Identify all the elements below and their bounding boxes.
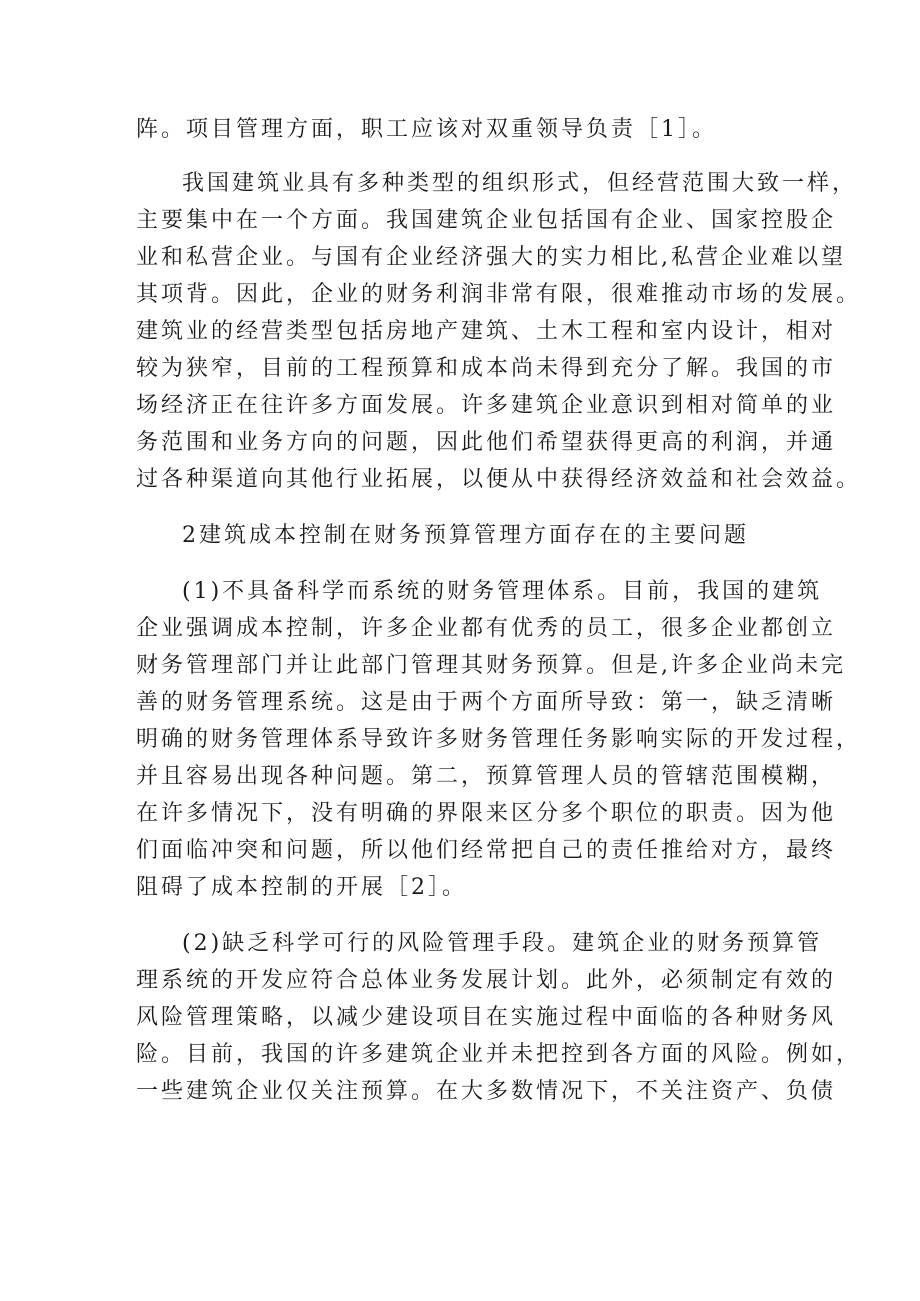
paragraph-problem-1-line: 在许多情况下，没有明确的界限来区分多个职位的职责。因为他 <box>136 801 837 826</box>
paragraph-problem-1-line: 企业强调成本控制，许多企业都有优秀的员工，很多企业都创立 <box>136 616 837 641</box>
paragraph-overview-line: 我国建筑业具有多种类型的组织形式，但经营范围大致一样， <box>182 171 858 196</box>
paragraph-problem-1-line: 善的财务管理系统。这是由于两个方面所导致：第一，缺乏清晰 <box>136 690 837 715</box>
paragraph-overview-line: 主要集中在一个方面。我国建筑企业包括国有企业、国家控股企 <box>136 208 837 233</box>
paragraph-overview-line: 过各种渠道向其他行业拓展，以便从中获得经济效益和社会效益。 <box>136 467 862 492</box>
paragraph-problem-2-line: 理系统的开发应符合总体业务发展计划。此外，必须制定有效的 <box>136 968 837 993</box>
paragraph-problem-1-line: 并且容易出现各种问题。第二，预算管理人员的管辖范围模糊， <box>136 764 837 789</box>
paragraph-overview-line: 建筑业的经营类型包括房地产建筑、土木工程和室内设计，相对 <box>136 319 837 344</box>
paragraph-problem-1-line: 们面临冲突和问题，所以他们经常把自己的责任推给对方，最终 <box>136 838 837 863</box>
paragraph-overview-line: 务范围和业务方向的问题，因此他们希望获得更高的利润，并通 <box>136 430 837 455</box>
paragraph-problem-2-line: 风险管理策略，以减少建设项目在实施过程中面临的各种财务风 <box>136 1005 837 1030</box>
paragraph-problem-1-line: 明确的财务管理体系导致许多财务管理任务影响实际的开发过程， <box>136 727 862 752</box>
paragraph-problem-1-line: 财务管理部门并让此部门管理其财务预算。但是,许多企业尚未完 <box>136 653 846 678</box>
section-heading: 2建筑成本控制在财务预算管理方面存在的主要问题 <box>182 523 749 548</box>
paragraph-overview-line: 其项背。因此，企业的财务利润非常有限，很难推动市场的发展。 <box>136 282 862 307</box>
paragraph-overview-line: 业和私营企业。与国有企业经济强大的实力相比,私营企业难以望 <box>136 245 846 270</box>
paragraph-problem-2-line: 险。目前，我国的许多建筑企业并未把控到各方面的风险。例如， <box>136 1042 862 1067</box>
paragraph-overview-line: 较为狭窄，目前的工程预算和成本尚未得到充分了解。我国的市 <box>136 356 837 381</box>
paragraph-problem-1-line: (1)不具备科学而系统的财务管理体系。目前，我国的建筑 <box>182 579 823 604</box>
paragraph-problem-2-line: (2)缺乏科学可行的风险管理手段。建筑企业的财务预算管 <box>182 931 823 956</box>
paragraph-problem-2-line: 一些建筑企业仅关注预算。在大多数情况下，不关注资产、负债 <box>136 1079 837 1104</box>
paragraph-problem-1-line: 阻碍了成本控制的开展［2］。 <box>136 875 467 900</box>
paragraph-intro-tail-line: 阵。项目管理方面，职工应该对双重领导负责［1］。 <box>136 117 717 142</box>
paragraph-overview-line: 场经济正在往许多方面发展。许多建筑企业意识到相对简单的业 <box>136 393 837 418</box>
